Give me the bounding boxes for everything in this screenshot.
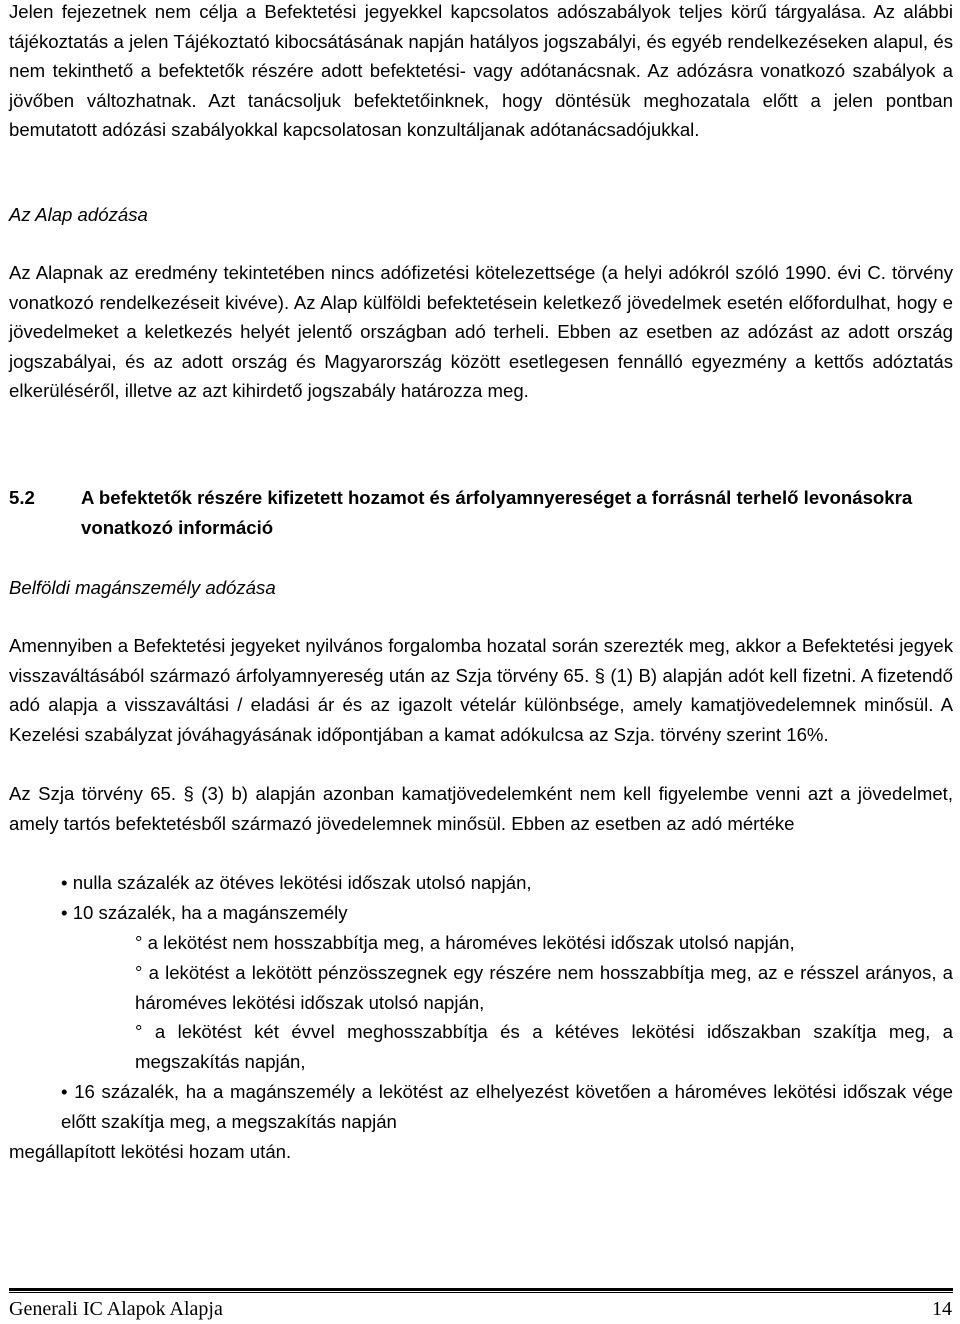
szja-paragraph: Az Szja törvény 65. § (3) b) alapján azonban kamatjövedelemként nem kell figyelembe venni azt a jövedelmet, amely tartós befektetésből származó jövedelemnek minősül. Ebben az esetben az adó mértéke — [9, 783, 953, 834]
intro-paragraph: Jelen fejezetnek nem célja a Befektetési jegyekkel kapcsolatos adószabályok teljes körű tárgyalása. Az alábbi tájékoztatás a jelen Tájékoztató kibocsátásának napján hatályos jogszabályi, és egyéb rendelkezéseken alapul, és nem tekinthető a befektetők részére adott befektetési- vagy adótanácsnak. Az adózásra vonatkozó szabályok a jövőben változhatnak. Azt tanácsoljuk befektetőinknek, hogy döntésük meghozatala előtt a jelen pontban bemutatott adózási szabályokkal kapcsolatosan konzultáljanak adótanácsadójukkal. — [9, 1, 953, 141]
sub-list-item-text: a lekötést két évvel meghosszabbítja és a kétéves lekötési időszakban szakítja meg, a megszakítás napján, — [135, 1021, 953, 1072]
sub-list-item — [135, 928, 953, 958]
list-item — [61, 868, 953, 898]
page-number: 14 — [932, 1298, 952, 1320]
alap-heading: Az Alap adózása — [9, 204, 148, 225]
bullet-icon: • — [61, 1081, 68, 1102]
footer-divider-thin — [9, 1292, 953, 1293]
bullet-icon: • — [61, 872, 68, 893]
degree-bullet-icon: ° — [135, 932, 143, 953]
section-title: A befektetők részére kifizetett hozamot és árfolyamnyereséget a forrásnál terhelő levonásokra vonatkozó információ — [81, 487, 913, 538]
belfoldi-heading: Belföldi magánszemély adózása — [9, 577, 276, 598]
degree-bullet-icon: ° — [135, 962, 143, 983]
bullet-icon: • — [61, 902, 68, 923]
list-item — [61, 898, 953, 928]
list-item-text: 10 százalék, ha a magánszemély — [72, 902, 348, 923]
footer-divider — [9, 1288, 953, 1291]
alap-paragraph: Az Alapnak az eredmény tekintetében nincs adófizetési kötelezettsége (a helyi adókról szóló 1990. évi C. törvény vonatkozó rendelkezéseit kivéve). Az Alap külföldi befektetésein keletkező jövedelmek esetén előfordulhat, hogy e jövedelmeket a keletkezés helyét jelentő országban adó terheli. Ebben az esetben az adózást az adott ország jogszabályai, és az adott ország és Magyarország között esetlegesen fennálló egyezmény a kettős adóztatás elkerüléséről, illetve az azt kihirdető jogszabály határozza meg. — [9, 262, 953, 402]
sub-list-item — [135, 1017, 953, 1076]
section-number: 5.2 — [9, 487, 35, 508]
footer-document-title: Generali IC Alapok Alapja — [9, 1298, 223, 1320]
list-item-text: nulla százalék az ötéves lekötési időszak utolsó napján, — [72, 872, 532, 893]
sub-list-item-text: a lekötést nem hosszabbítja meg, a hároméves lekötési időszak utolsó napján, — [147, 932, 795, 953]
closing-line: megállapított lekötési hozam után. — [9, 1141, 292, 1162]
list-item-text: 16 százalék, ha a magánszemély a lekötést az elhelyezést követően a hároméves lekötési időszak vége előtt szakítja meg, a megszakítás napján — [61, 1081, 953, 1132]
degree-bullet-icon: ° — [135, 1021, 143, 1042]
amennyiben-paragraph: Amennyiben a Befektetési jegyeket nyilvános forgalomba hozatal során szerezték meg, akkor a Befektetési jegyek visszaváltásából származó árfolyamnyereség után az Szja törvény 65. § (1) B) alapján adót kell fizetni. A fizetendő adó alapja a visszaváltási / eladási ár és az igazolt vételár különbsége, amely kamatjövedelemnek minősül. A Kezelési szabályzat jóváhagyásának időpontjában a kamat adókulcsa az Szja. törvény szerint 16%. — [9, 635, 953, 745]
list-item — [61, 1077, 953, 1136]
sub-list-item — [135, 958, 953, 1017]
sub-list-item-text: a lekötést a lekötött pénzösszegnek egy részére nem hosszabbítja meg, az e résszel arányos, a hároméves lekötési időszak utolsó napján, — [135, 962, 953, 1013]
